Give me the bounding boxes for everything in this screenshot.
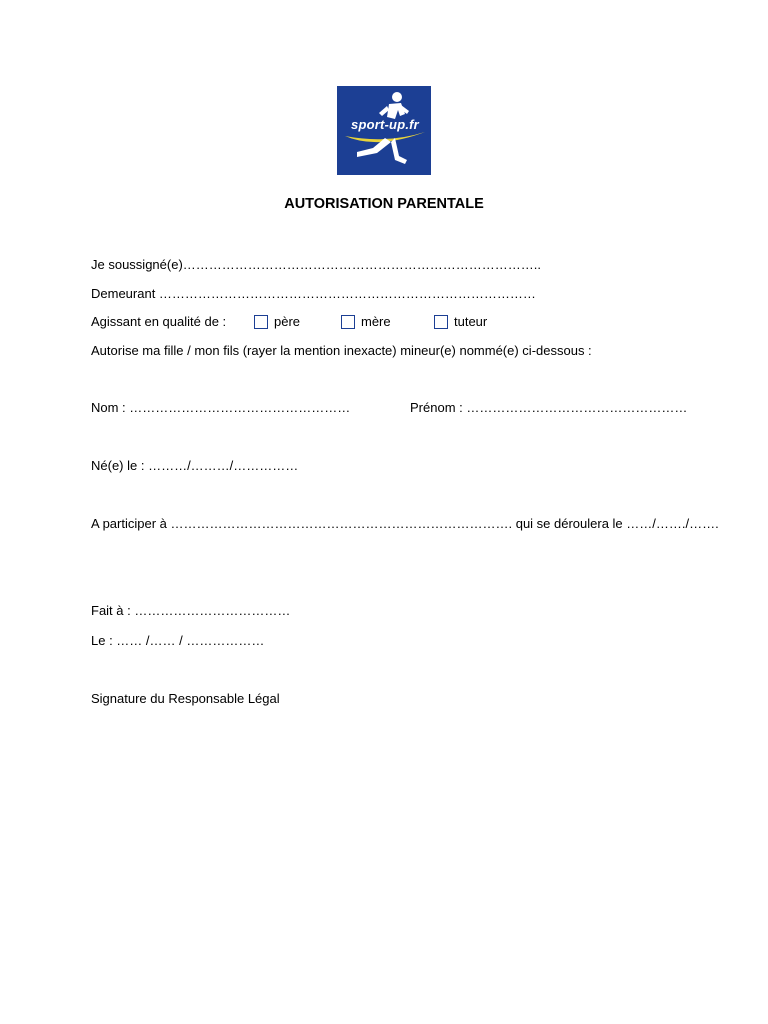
logo-wordmark: sport-up.fr: [351, 117, 419, 132]
checkbox-box[interactable]: [341, 315, 355, 329]
checkbox-box[interactable]: [254, 315, 268, 329]
sport-up-logo: [337, 86, 431, 175]
checkbox-label: mère: [361, 314, 391, 329]
qualite-label: Agissant en qualité de :: [91, 314, 227, 329]
checkbox-label: père: [274, 314, 301, 329]
checkbox-tuteur[interactable]: [434, 314, 487, 330]
checkbox-label: tuteur: [454, 314, 488, 329]
fait-a-line[interactable]: Fait à : ………………………………: [91, 603, 291, 618]
checkbox-pere[interactable]: [254, 314, 300, 330]
document-title: AUTORISATION PARENTALE: [284, 196, 484, 212]
checkbox-box[interactable]: [434, 315, 448, 329]
nom-line[interactable]: Nom : ……………………………………………: [91, 400, 351, 415]
le-date-line[interactable]: Le : …… /…… / ………………: [91, 633, 265, 648]
prenom-line[interactable]: Prénom : ……………………………………………: [410, 400, 688, 415]
soussigne-line[interactable]: Je soussigné(e)………………………………………………………………………..: [91, 257, 541, 272]
demeurant-line[interactable]: Demeurant ……………………………………………………………………………: [91, 286, 536, 301]
signature-label: Signature du Responsable Légal: [91, 691, 280, 706]
date-naissance-line[interactable]: Né(e) le : ………/………/……………: [91, 458, 299, 473]
checkbox-mere[interactable]: [341, 314, 391, 330]
participer-line[interactable]: A participer à ……………………………………………………………………. qui se déroulera le ……/……./…….: [91, 516, 719, 531]
autorise-text: Autorise ma fille / mon fils (rayer la mention inexacte) mineur(e) nommé(e) ci-dessous :: [91, 343, 592, 358]
